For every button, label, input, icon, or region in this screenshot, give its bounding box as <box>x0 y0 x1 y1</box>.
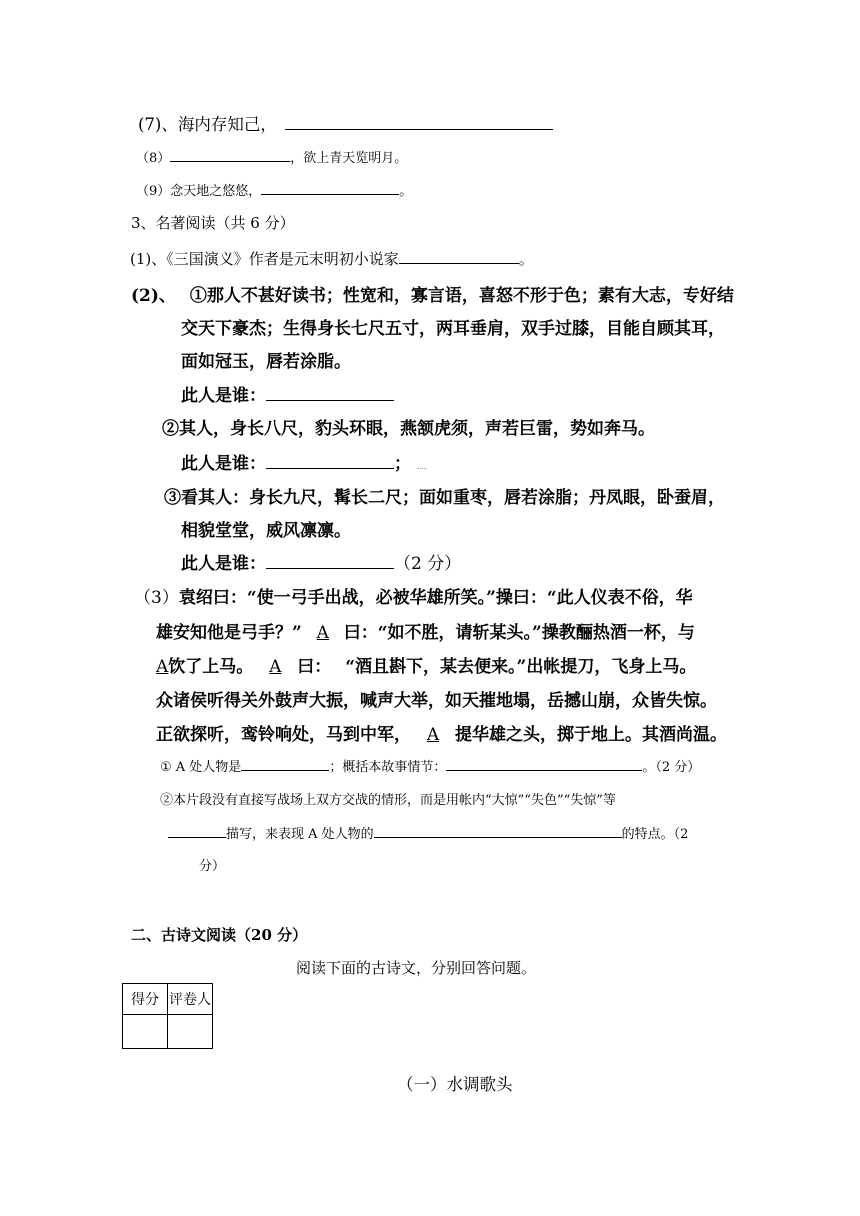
answer-blank[interactable] <box>285 112 553 130</box>
question-end: 。 <box>399 184 413 199</box>
question-text: (1)、《三国演义》作者是元末明初小说家 <box>130 249 399 268</box>
part-2-heading: 二、古诗文阅读（20 分） <box>131 926 308 944</box>
answer-blank[interactable] <box>374 823 622 838</box>
question-3-1 <box>130 247 534 269</box>
passage-text: 饮了上马。 <box>168 657 254 677</box>
answer-blank[interactable] <box>170 147 290 162</box>
sub-question-text: 描写，来表现 A 处人物的 <box>226 827 374 842</box>
answer-blank[interactable] <box>266 450 394 469</box>
who-question-1 <box>181 381 394 406</box>
passage-text: “酒且斟下，某去便来。”出帐提刀，飞身上马。 <box>345 657 697 677</box>
question-3-3 <box>134 583 693 608</box>
answer-blank[interactable] <box>266 550 394 569</box>
score-header: 得分 <box>123 984 168 1015</box>
who-label: 此人是谁： <box>181 554 266 574</box>
answer-blank[interactable] <box>241 756 329 771</box>
passage-line: 袁绍曰：“使一弓手出战，必被华雄所笑。”操曰：“此人仪表不俗，华 <box>178 588 693 608</box>
answer-blank[interactable] <box>261 180 399 195</box>
question-text: 念天地之悠悠， <box>170 184 262 199</box>
sub-question-1 <box>160 756 700 775</box>
question-8 <box>136 147 407 166</box>
answer-blank[interactable] <box>266 382 394 401</box>
who-question-2 <box>181 449 427 474</box>
question-number: (7)、 <box>138 115 178 134</box>
answer-blank[interactable] <box>446 756 642 771</box>
question-end: 。 <box>518 249 534 268</box>
passage-line: ①那人不甚好读书；性宽和，寡言语，喜怒不形于色；素有大志，专好结 <box>189 286 734 306</box>
question-9 <box>136 180 412 199</box>
passage-line: 交天下豪杰；生得身长七尺五寸，两耳垂肩，双手过膝，目能自顾其耳， <box>181 319 725 339</box>
score-table <box>122 983 213 1049</box>
smudge-mark <box>417 465 427 469</box>
passage-text: 曰： <box>297 657 332 677</box>
question-number: （8） <box>136 151 171 166</box>
sub-question-text: 。（2 分） <box>642 760 701 775</box>
who-question-3 <box>181 549 461 574</box>
score-note: （2 分） <box>394 554 462 574</box>
passage-line: ③看其人：身长九尺，髯长二尺；面如重枣，唇若涂脂；丹凤眼，卧蚕眉， <box>164 488 725 508</box>
grader-header: 评卷人 <box>168 984 213 1015</box>
answer-blank[interactable] <box>399 247 519 264</box>
passage-line <box>156 618 695 643</box>
blank-A: A <box>426 725 440 745</box>
passage-line: 面如冠玉，唇若涂脂。 <box>181 352 351 372</box>
passage-text: 曰：“如不胜，请斩某头。”操教酾热酒一杯，与 <box>343 623 695 643</box>
question-text: ，欲上青天览明月。 <box>290 151 408 166</box>
question-3-2 <box>131 281 734 306</box>
who-label: 此人是谁： <box>181 454 266 474</box>
question-7 <box>138 111 553 135</box>
sub-question-text: ① A 处人物是 <box>160 760 242 775</box>
passage-line <box>156 652 696 677</box>
poem-title: （一）水调歌头 <box>397 1075 513 1094</box>
question-text: 海内存知己， <box>177 115 277 134</box>
question-number: (2)、 <box>131 286 176 306</box>
blank-A: A <box>156 657 169 677</box>
passage-line: ②其人，身长八尺，豹头环眼，燕颔虎须，声若巨雷，势如奔马。 <box>162 419 655 439</box>
who-label: 此人是谁： <box>181 386 266 406</box>
question-end: ； <box>394 454 411 474</box>
passage-text: 正欲探听，鸾铃响处，马到中军， <box>156 725 411 745</box>
passage-text: 雄安知他是弓手？” <box>156 623 302 643</box>
passage-line: 相貌堂堂，威风凛凛。 <box>181 521 351 541</box>
sub-question-text: ；概括本故事情节： <box>329 760 447 775</box>
sub-question-text: 的特点。（2 <box>621 827 689 842</box>
part-2-instruction: 阅读下面的古诗文，分别回答问题。 <box>296 959 537 977</box>
question-number: （3） <box>134 588 179 608</box>
blank-A: A <box>269 657 282 677</box>
sub-question-2-cont <box>168 823 688 842</box>
passage-line: 众诸侯听得关外鼓声大振，喊声大举，如天摧地塌，岳撼山崩，众皆失惊。 <box>156 691 717 711</box>
question-number: （9） <box>136 184 171 199</box>
blank-A: A <box>316 623 329 643</box>
section-3-title: 3、名著阅读（共 6 分） <box>131 214 295 232</box>
sub-question-2-score: 分） <box>199 859 226 874</box>
passage-line <box>156 720 727 745</box>
grader-cell[interactable] <box>168 1015 213 1049</box>
score-cell[interactable] <box>123 1015 168 1049</box>
sub-question-2: ②本片段没有直接写战场上双方交战的情形，而是用帐内“大惊”“失色”“失惊”等 <box>160 793 616 808</box>
passage-text: 提华雄之头，掷于地上。其酒尚温。 <box>455 725 727 745</box>
answer-blank[interactable] <box>168 823 226 838</box>
